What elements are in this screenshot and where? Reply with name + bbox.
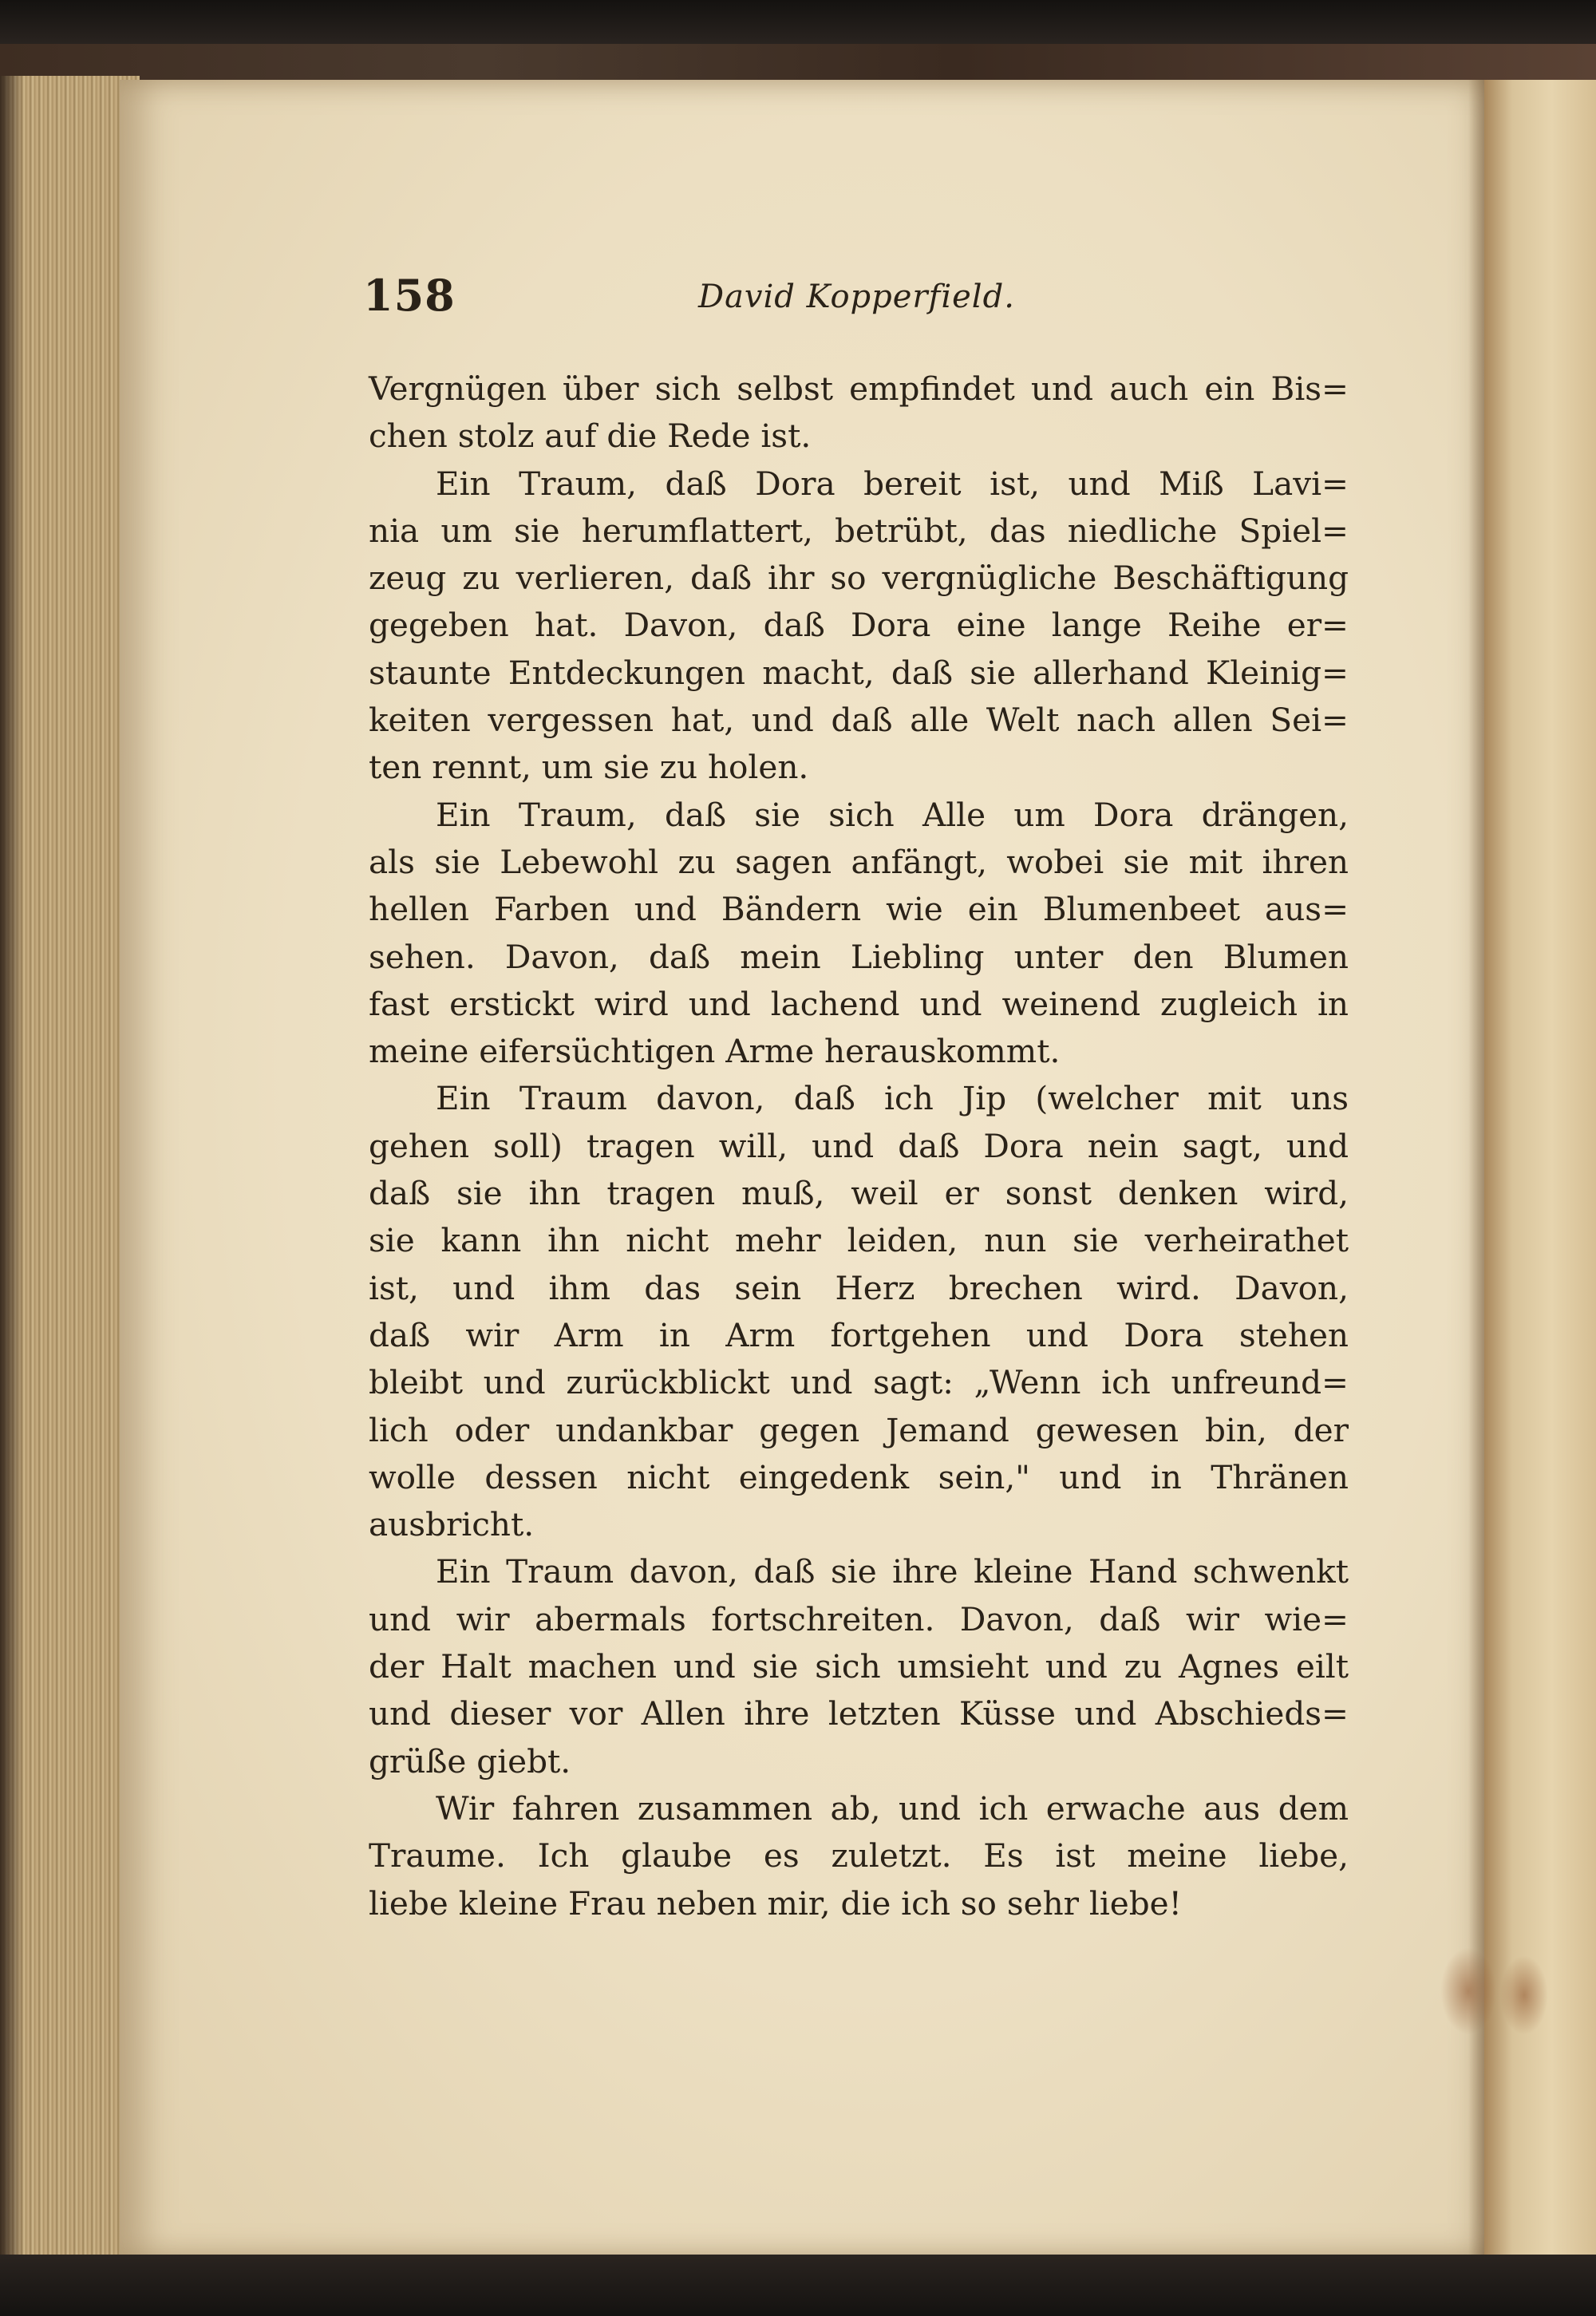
text-line: Ein Traum davon, daß sie ihre kleine Hand schwenkt — [436, 1552, 1349, 1591]
text-line: als sie Lebewohl zu sagen anfängt, wobei sie mit ihren — [369, 842, 1349, 881]
text-line: fast erstickt wird und lachend und weinend zugleich in — [369, 984, 1349, 1023]
running-title: David Kopperfield. — [698, 279, 1015, 315]
text-line: ausbricht. — [369, 1505, 535, 1544]
paragraph — [369, 366, 1349, 460]
text-line: gehen soll) tragen will, und daß Dora nein sagt, und — [369, 1126, 1349, 1165]
text-line: staunte Entdeckungen macht, daß sie allerhand Kleinig= — [369, 653, 1349, 692]
text-line: Wir fahren zusammen ab, und ich erwache aus dem — [436, 1788, 1349, 1828]
bottom-edge — [0, 2255, 1596, 2316]
text-line: zeug zu verlieren, daß ihr so vergnügliche Beschäftigung — [369, 559, 1349, 598]
text-line: bleibt und zurückblickt und sagt: „Wenn ich unfreund= — [369, 1363, 1349, 1402]
text-line: ten rennt, um sie zu holen. — [369, 748, 809, 787]
text-line: gegeben hat. Davon, daß Dora eine lange Reihe er= — [369, 606, 1349, 645]
paragraph — [369, 1548, 1349, 1784]
text-line: daß wir Arm in Arm fortgehen und Dora stehen — [369, 1315, 1349, 1354]
paragraph — [369, 1075, 1349, 1548]
text-line: ist, und ihm das sein Herz brechen wird. Davon, — [369, 1268, 1349, 1307]
book-cover-edge — [0, 44, 1596, 82]
text-line: daß sie ihn tragen muß, weil er sonst denken wird, — [369, 1174, 1349, 1213]
text-line: meine eifersüchtigen Arme herauskommt. — [369, 1032, 1061, 1071]
text-line: wolle dessen nicht eingedenk sein," und in Thränen — [369, 1457, 1349, 1496]
page-stack-shadow — [0, 76, 24, 2263]
paragraph — [369, 792, 1349, 1076]
paragraph — [369, 460, 1349, 792]
paper-stain — [1500, 1955, 1548, 2035]
paragraph — [369, 1785, 1349, 1927]
text-line: der Halt machen und sie sich umsieht und zu Agnes eilt — [369, 1647, 1349, 1686]
body-text — [369, 366, 1349, 1927]
page-header — [363, 267, 1353, 331]
text-line: nia um sie herumflattert, betrübt, das niedliche Spiel= — [369, 511, 1349, 550]
text-line: Traume. Ich glaube es zuletzt. Es ist meine liebe, — [369, 1836, 1349, 1875]
text-line: liebe kleine Frau neben mir, die ich so sehr liebe! — [369, 1883, 1182, 1923]
adjacent-page-edge — [1484, 80, 1596, 2259]
text-line: und dieser vor Allen ihre letzten Küsse und Abschieds= — [369, 1694, 1349, 1733]
text-line: chen stolz auf die Rede ist. — [369, 417, 812, 456]
text-line: lich oder undankbar gegen Jemand gewesen bin, der — [369, 1410, 1349, 1449]
text-line: sehen. Davon, daß mein Liebling unter den Blumen — [369, 937, 1349, 976]
text-line: und wir abermals fortschreiten. Davon, daß wir wie= — [369, 1599, 1349, 1638]
text-line: sie kann ihn nicht mehr leiden, nun sie verheirathet — [369, 1221, 1349, 1260]
text-line: Ein Traum, daß Dora bereit ist, und Miß Lavi= — [436, 464, 1349, 503]
text-line: keiten vergessen hat, und daß alle Welt nach allen Sei= — [369, 701, 1349, 740]
text-line: Ein Traum, daß sie sich Alle um Dora drängen, — [436, 795, 1349, 834]
paper-stain — [1440, 1947, 1496, 2035]
text-line: grüße giebt. — [369, 1741, 571, 1780]
text-line: hellen Farben und Bändern wie ein Blumenbeet aus= — [369, 890, 1349, 929]
text-line: Ein Traum davon, daß ich Jip (welcher mit uns — [436, 1079, 1349, 1118]
page-number: 158 — [363, 270, 456, 321]
text-line: Vergnügen über sich selbst empfindet und auch ein Bis= — [369, 370, 1349, 408]
